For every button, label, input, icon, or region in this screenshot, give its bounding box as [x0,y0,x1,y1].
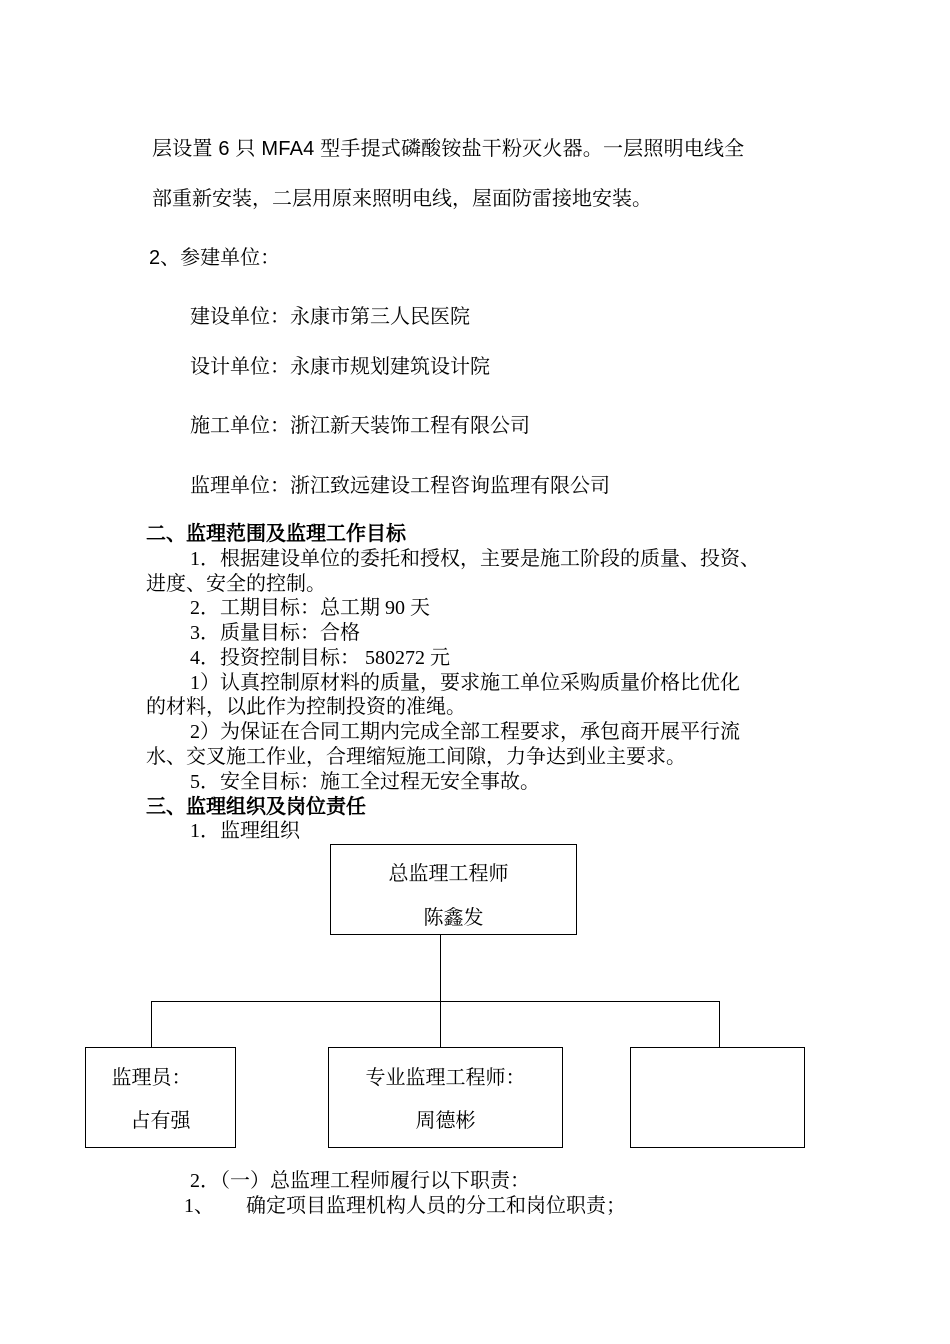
intro-line-1: 层设置 6 只 MFA4 型手提式磷酸铵盐干粉灭火器。一层照明电线全 [152,138,745,160]
unit-supervisor: 监理单位：浙江致远建设工程咨询监理有限公司 [190,475,610,497]
org-specialist-name: 周德彬 [415,1110,476,1132]
unit-construction: 建设单位：永康市第三人民医院 [190,306,470,328]
org-connector-right [719,1001,720,1047]
section2-p6a: 2）为保证在合同工期内完成全部工程要求，承包商开展平行流 [190,721,740,743]
section2-p5b: 的材料，以此作为控制投资的准绳。 [146,696,466,718]
org-inspector-name: 占有强 [130,1110,191,1132]
section2-p3: 3．质量目标：合格 [190,622,360,644]
org-box-blank [630,1047,805,1148]
org-chief-name: 陈鑫发 [423,907,484,929]
org-chief-title: 总监理工程师 [388,863,509,885]
org-connector-horizontal [151,1001,720,1002]
section2-heading: 二、监理范围及监理工作目标 [146,523,406,545]
org-box-inspector [85,1047,236,1148]
section2-p6b: 水、交叉施工作业，合理缩短施工间隙，力争达到业主要求。 [146,746,686,768]
section2-p5a: 1）认真控制原材料的质量，要求施工单位采购质量价格比优化 [190,672,740,694]
section2-p7: 5．安全目标：施工全过程无安全事故。 [190,771,540,793]
duties-line-1: 2．（一）总监理工程师履行以下职责： [190,1170,530,1192]
section2-p1b: 进度、安全的控制。 [146,573,326,595]
org-specialist-title: 专业监理工程师： [365,1067,526,1089]
units-heading: 2、参建单位： [149,247,281,269]
org-inspector-title: 监理员： [111,1067,192,1089]
org-connector-left [151,1001,152,1047]
org-box-specialist [328,1047,563,1148]
intro-line-2: 部重新安装，二层用原来照明电线，屋面防雷接地安装。 [152,188,652,210]
duties-item-1-text: 确定项目监理机构人员的分工和岗位职责； [246,1195,626,1217]
org-connector-vertical [440,935,441,1047]
section2-p2: 2．工期目标：总工期 90 天 [190,597,430,619]
unit-builder: 施工单位：浙江新天装饰工程有限公司 [190,415,530,437]
unit-design: 设计单位：永康市规划建筑设计院 [190,356,490,378]
duties-item-1-number: 1、 [184,1195,214,1217]
section2-p4: 4．投资控制目标： 580272 元 [190,647,450,669]
section3-heading: 三、监理组织及岗位责任 [146,796,366,818]
org-box-chief [330,844,577,935]
section2-p1a: 1．根据建设单位的委托和授权，主要是施工阶段的质量、投资、 [190,548,760,570]
section3-sub1: 1．监理组织 [190,820,300,842]
